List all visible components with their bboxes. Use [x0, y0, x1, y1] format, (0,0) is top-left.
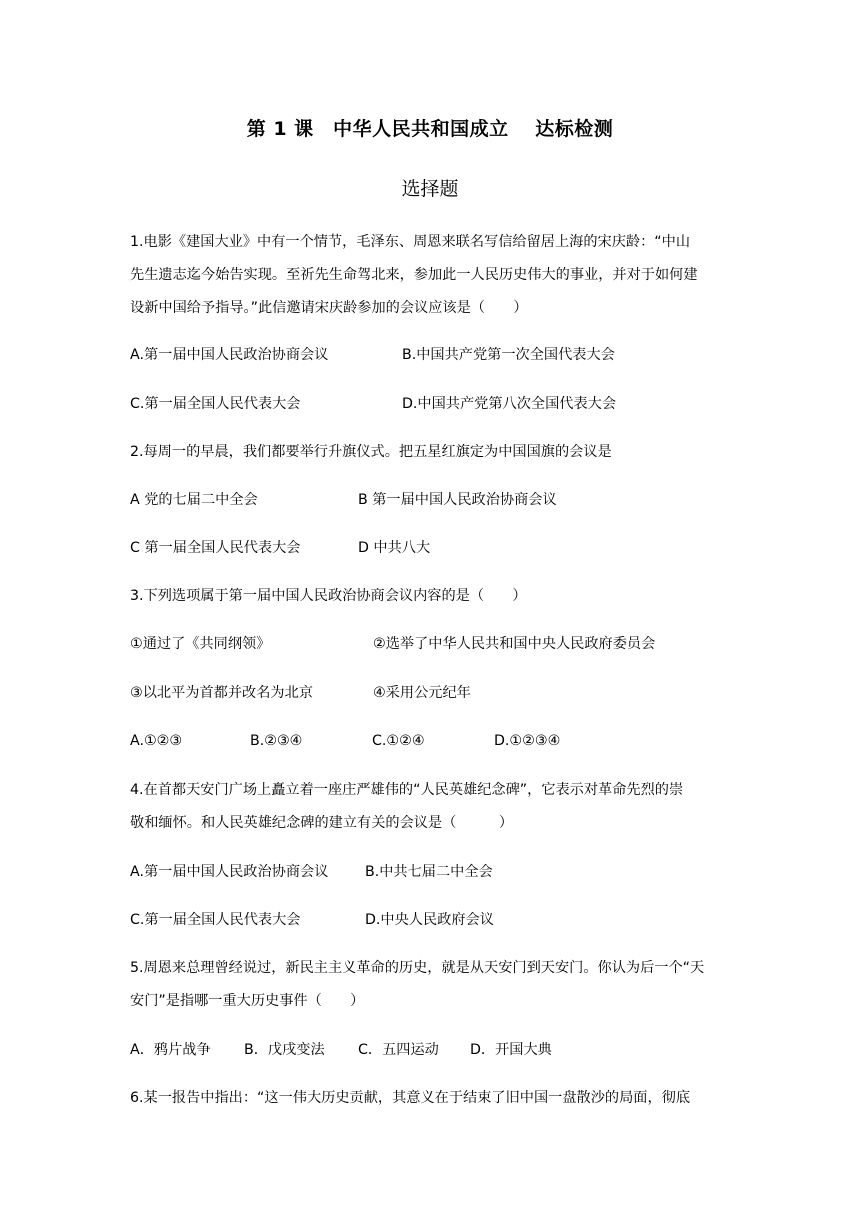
section-heading: 选择题: [401, 178, 459, 200]
question-5-option-c[interactable]: C．五四运动: [358, 1042, 439, 1058]
question-3-option-c[interactable]: C.①②④: [372, 733, 425, 749]
question-3-line-1: 3.下列选项属于第一届中国人民政治协商会议内容的是（ ）: [130, 588, 527, 604]
question-2-option-a[interactable]: A 党的七届二中全会: [130, 492, 258, 508]
question-3-item-2: ②选举了中华人民共和国中央人民政府委员会: [373, 636, 656, 652]
question-3-item-1: ①通过了《共同纲领》: [130, 636, 271, 652]
question-1-option-d[interactable]: D.中国共产党第八次全国代表大会: [402, 396, 617, 412]
question-1-line-3: 设新中国给予指导。”此信邀请宋庆龄参加的会议应该是（ ）: [130, 300, 528, 316]
question-5-line-1: 5.周恩来总理曾经说过，新民主主义革命的历史，就是从天安门到天安门。你认为后一个“天: [130, 960, 705, 976]
page-title: 第 1 课 中华人民共和国成立 达标检测: [246, 118, 614, 140]
question-2-option-c[interactable]: C 第一届全国人民代表大会: [130, 540, 301, 556]
question-2-option-d[interactable]: D 中共八大: [358, 540, 431, 556]
question-3-option-a[interactable]: A.①②③: [130, 733, 183, 749]
question-3-option-d[interactable]: D.①②③④: [494, 733, 561, 749]
question-4-option-c[interactable]: C.第一届全国人民代表大会: [130, 912, 301, 928]
question-6-line-1: 6.某一报告中指出：“这一伟大历史贡献，其意义在于结束了旧中国一盘散沙的局面，彻底: [130, 1090, 691, 1106]
question-4-option-b[interactable]: B.中共七届二中全会: [365, 864, 493, 880]
question-1-line-2: 先生遗志迄今始告实现。至祈先生命驾北来，参加此一人民历史伟大的事业，并对于如何建: [130, 267, 698, 283]
question-1-option-a[interactable]: A.第一届中国人民政治协商会议: [130, 347, 329, 363]
question-3-option-b[interactable]: B.②③④: [250, 733, 303, 749]
question-5-option-a[interactable]: A．鸦片战争: [130, 1042, 211, 1058]
question-1-option-b[interactable]: B.中国共产党第一次全国代表大会: [402, 347, 615, 363]
question-2-option-b[interactable]: B 第一届中国人民政治协商会议: [358, 492, 557, 508]
question-5-option-b[interactable]: B．戊戌变法: [244, 1042, 325, 1058]
question-2-line-1: 2.每周一的早晨，我们都要举行升旗仪式。把五星红旗定为中国国旗的会议是: [130, 444, 612, 460]
question-4-line-1: 4.在首都天安门广场上矗立着一座庄严雄伟的“人民英雄纪念碑”，它表示对革命先烈的崇: [130, 782, 684, 798]
question-3-item-3: ③以北平为首都并改名为北京: [130, 685, 313, 701]
question-5-option-d[interactable]: D．开国大典: [470, 1042, 552, 1058]
question-1-line-1: 1.电影《建国大业》中有一个情节，毛泽东、周恩来联名写信给留居上海的宋庆龄：“中山: [130, 234, 691, 250]
question-1-option-c[interactable]: C.第一届全国人民代表大会: [130, 396, 301, 412]
question-5-line-2: 安门”是指哪一重大历史事件（ ）: [130, 993, 365, 1009]
question-4-option-a[interactable]: A.第一届中国人民政治协商会议: [130, 864, 329, 880]
question-3-item-4: ④采用公元纪年: [373, 685, 471, 701]
question-4-option-d[interactable]: D.中央人民政府会议: [365, 912, 494, 928]
question-4-line-2: 敬和缅怀。和人民英雄纪念碑的建立有关的会议是（ ）: [130, 815, 514, 831]
